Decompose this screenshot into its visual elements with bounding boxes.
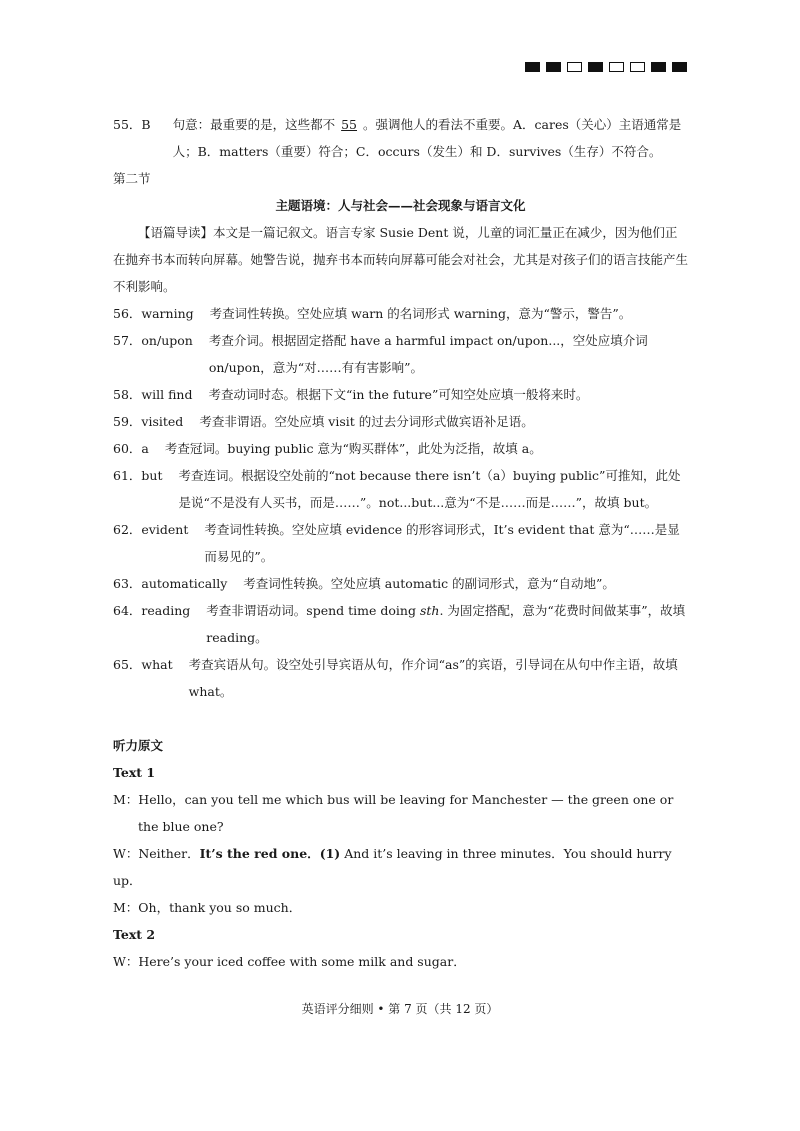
answer-text: 考查词性转换。空处应填 automatic 的副词形式，意为“自动地”。 [243, 576, 615, 591]
answer-text: . 为固定搭配，意为“花费时间做某事”，故填 reading。 [206, 603, 686, 645]
marker-square [588, 62, 603, 72]
answer-text: 考查词性转换。空处应填 evidence 的形容词形式，It’s evident that 意为“……是显而易见的”。 [204, 522, 680, 564]
answer-number: 58．will find [113, 387, 193, 402]
blank-number: 55 [341, 117, 358, 132]
answer-row [113, 570, 688, 597]
text2-line1: W：Here’s your iced coffee with some milk and sugar． [113, 954, 466, 969]
text1-line1: M：Hello，can you tell me which bus will be leaving for Manchester — the green one or the blue one? [113, 792, 674, 834]
text1-line2: W：Neither．It’s the red one．(1) And it’s leaving in three minutes．You should hurry up． [113, 846, 672, 888]
marker-square [630, 62, 645, 72]
answer-number: 64．reading [113, 603, 191, 618]
text1-line3: M：Oh，thank you so much． [113, 900, 302, 915]
text1-title: Text 1 [113, 765, 156, 780]
marker-square [672, 62, 687, 72]
passage-guide: 【语篇导读】本文是一篇记叙文。语言专家 Susie Dent 说，儿童的词汇量正在减少，因为他们正在抛弃书本而转向屏幕。她警告说，抛弃书本而转向屏幕可能会对社会，尤其是对孩子们的语言技能产生不利影响。 [113, 225, 689, 294]
marker-square [567, 62, 582, 72]
answer-text: 考查非谓语。空处应填 visit 的过去分词形式做宾语补足语。 [199, 414, 534, 429]
answer-number: 56．warning [113, 306, 194, 321]
answer-number: 65．what [113, 657, 173, 672]
sth-italic: sth [419, 603, 440, 618]
answer-text: 考查词性转换。空处应填 warn 的名词形式 warning，意为“警示，警告”。 [209, 306, 632, 321]
answer-number: 61．but [113, 468, 163, 483]
answer-65 [113, 651, 688, 705]
page-footer: 英语评分细则 • 第 7 页（共 12 页） [301, 1002, 499, 1016]
answer-text: 考查连词。根据设空处前的“not because there isn’t（a）buying public”可推知，此处是说“不是没有人买书，而是……”。not...but...意为“不是……而是……”，故填 but。 [178, 468, 681, 510]
text2-title: Text 2 [113, 927, 156, 942]
answer-text: 考查介词。根据固定搭配 have a harmful impact on/upon...，空处应填介词 on/upon，意为“对……有有害影响”。 [208, 333, 648, 375]
page-marker-squares [525, 62, 687, 72]
answer-text: 句意：最重要的是，这些都不 [172, 117, 336, 132]
answer-row [113, 435, 688, 462]
marker-square [546, 62, 561, 72]
answer-text: 考查动词时态。根据下文“in the future”可知空处应填一般将来时。 [208, 387, 589, 402]
listening-title: 听力原文 [113, 738, 164, 753]
answer-row [113, 408, 688, 435]
answer-text: 考查非谓语动词。spend time doing [206, 603, 420, 618]
marker-square [525, 62, 540, 72]
answer-number: 55．B [113, 117, 151, 132]
marker-square [609, 62, 624, 72]
answer-row [113, 462, 688, 516]
answer-55 [113, 111, 688, 165]
section-label: 第二节 [113, 171, 151, 186]
answer-number: 63．automatically [113, 576, 228, 591]
answer-text: 。强调他人的看法不重要。A．cares（关心）主语通常是人；B．matters（重要）符合；C．occurs（发生）和 D．survives（生存）不符合。 [172, 117, 682, 159]
answer-row [113, 327, 688, 381]
answer-text: 考查宾语从句。设空处引导宾语从句，作介词“as”的宾语，引导词在从句中作主语，故填 what。 [188, 657, 678, 699]
answer-row [113, 516, 688, 570]
question-marker: (1) [319, 846, 341, 861]
spacer [113, 705, 688, 732]
answer-number: 57．on/upon [113, 333, 193, 348]
answer-highlight: It’s the red one． [199, 846, 320, 861]
answer-text: 考查冠词。buying public 意为“购买群体”，此处为泛指，故填 a。 [164, 441, 542, 456]
marker-square [651, 62, 666, 72]
theme-title: 主题语境：人与社会——社会现象与语言文化 [275, 198, 526, 213]
answer-number: 62．evident [113, 522, 189, 537]
answer-row [113, 300, 688, 327]
answer-64 [113, 597, 688, 651]
answers-list [113, 300, 688, 597]
answer-number: 59．visited [113, 414, 184, 429]
answer-row [113, 381, 688, 408]
answer-number: 60．a [113, 441, 149, 456]
document-body [113, 111, 688, 975]
